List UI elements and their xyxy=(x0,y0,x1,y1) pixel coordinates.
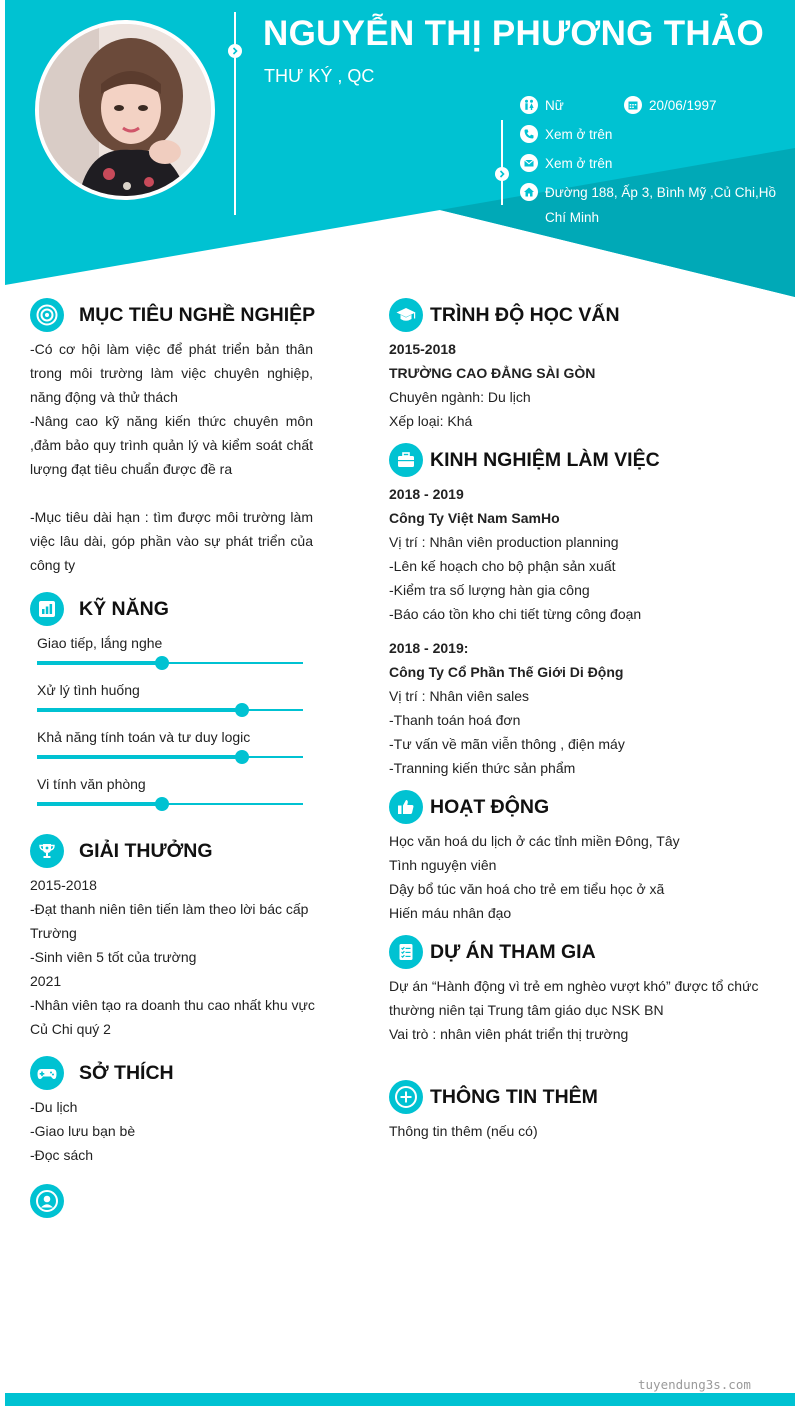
address-line-1: Đường 188, Ấp 3, Bình Mỹ ,Củ Chi,Hồ xyxy=(545,185,776,200)
objective-line: việc lâu dài, góp phần vào sự phát triển của xyxy=(30,533,313,549)
experience-title: KINH NGHIỆM LÀM VIỆC xyxy=(430,448,660,471)
section-education xyxy=(389,298,620,332)
divider-line xyxy=(234,12,236,215)
job-line: -Báo cáo tồn kho chi tiết từng công đoạn xyxy=(389,606,642,622)
skill-item xyxy=(37,635,303,655)
skill-item xyxy=(37,776,303,796)
section-experience xyxy=(389,443,660,477)
project-line: Dự án “Hành động vì trẻ em nghèo vượt khó” được tổ chức xyxy=(389,978,759,994)
section-awards xyxy=(30,834,213,868)
info-email xyxy=(520,154,612,176)
bar-chart-icon xyxy=(30,592,64,626)
candidate-name: NGUYỄN THỊ PHƯƠNG THẢO xyxy=(263,14,765,53)
education-title: TRÌNH ĐỘ HỌC VẤN xyxy=(430,303,620,326)
chevron-right-icon xyxy=(495,167,509,181)
hobby-line: -Du lịch xyxy=(30,1099,78,1115)
job-line: -Kiểm tra số lượng hàn gia công xyxy=(389,582,590,598)
section-more-info xyxy=(389,1080,598,1114)
objective-title: MỤC TIÊU NGHỀ NGHIỆP xyxy=(79,303,316,326)
activity-line: Hiến máu nhân đạo xyxy=(389,905,512,921)
skill-bar-fill xyxy=(37,755,242,759)
job-period: 2018 - 2019 xyxy=(389,486,464,502)
gamepad-icon xyxy=(30,1056,64,1090)
education-grade: Xếp loại: Khá xyxy=(389,413,473,429)
award-line: Củ Chi quý 2 xyxy=(30,1021,111,1037)
skill-level-handle xyxy=(235,703,249,717)
skills-title: KỸ NĂNG xyxy=(79,597,169,620)
hobby-line: -Đọc sách xyxy=(30,1147,94,1163)
skill-bar-fill xyxy=(37,802,162,806)
award-line: -Đạt thanh niên tiên tiến làm theo lời bác cấp xyxy=(30,901,309,917)
objective-line: -Nâng cao kỹ năng kiến thức chuyên môn xyxy=(30,413,313,429)
phone-icon xyxy=(520,125,538,143)
objective-line: lượng đạt tiêu chuẩn được đề ra xyxy=(30,461,233,477)
skill-label: Vi tính văn phòng xyxy=(37,776,146,792)
project-line: thường niên tại Trung tâm giáo dục NSK BN xyxy=(389,1002,664,1018)
objective-text xyxy=(30,337,313,577)
education-text xyxy=(389,337,769,433)
skill-level-handle xyxy=(235,750,249,764)
activity-line: Tình nguyện viên xyxy=(389,857,497,873)
email-icon xyxy=(520,154,538,172)
graduation-cap-icon xyxy=(389,298,423,332)
education-period: 2015-2018 xyxy=(389,341,456,357)
thumbs-up-icon xyxy=(389,790,423,824)
award-line: Trường xyxy=(30,925,77,941)
project-line: Vai trò : nhân viên phát triển thị trường xyxy=(389,1026,629,1042)
section-hobbies xyxy=(30,1056,174,1090)
more-info-title: THÔNG TIN THÊM xyxy=(430,1085,598,1108)
projects-text xyxy=(389,974,774,1046)
objective-line: ,đảm bảo quy trình quản lý và kiểm soát chất xyxy=(30,437,313,453)
section-objective xyxy=(30,298,315,332)
gender-icon xyxy=(520,96,538,114)
job-line: -Lên kế hoạch cho bộ phận sản xuất xyxy=(389,558,616,574)
job-company: Công Ty Việt Nam SamHo xyxy=(389,510,560,526)
info-divider-line xyxy=(501,120,503,205)
skill-level-handle xyxy=(155,797,169,811)
objective-line: -Có cơ hội làm việc để phát triển bản thân xyxy=(30,341,313,357)
skill-label: Xử lý tình huống xyxy=(37,682,140,698)
user-icon xyxy=(30,1184,64,1218)
skill-item xyxy=(37,729,303,749)
activities-text xyxy=(389,829,769,925)
profile-photo xyxy=(39,24,211,196)
skill-bar-fill xyxy=(37,708,242,712)
address-value xyxy=(545,180,776,230)
skill-level-handle xyxy=(155,656,169,670)
info-address xyxy=(520,183,776,230)
experience-job xyxy=(389,482,769,626)
section-extra xyxy=(30,1184,64,1218)
objective-line: công ty xyxy=(30,557,76,573)
education-major: Chuyên ngành: Du lịch xyxy=(389,389,531,405)
more-info-text xyxy=(389,1119,769,1143)
footer-bar xyxy=(5,1393,795,1406)
award-line: 2021 xyxy=(30,973,62,989)
activity-line: Dậy bổ túc văn hoá cho trẻ em tiểu học ở xã xyxy=(389,881,665,897)
info-birthday xyxy=(624,96,717,118)
job-period: 2018 - 2019: xyxy=(389,640,469,656)
experience-job xyxy=(389,636,769,780)
section-skills xyxy=(30,592,169,626)
info-phone xyxy=(520,125,612,147)
skill-label: Giao tiếp, lắng nghe xyxy=(37,635,163,651)
birthday-value: 20/06/1997 xyxy=(649,98,717,113)
job-company: Công Ty Cổ Phần Thế Giới Di Động xyxy=(389,664,624,680)
projects-title: DỰ ÁN THAM GIA xyxy=(430,940,596,963)
objective-line: -Mục tiêu dài hạn : tìm được môi trường làm xyxy=(30,509,313,525)
plus-icon xyxy=(389,1080,423,1114)
education-school: TRƯỜNG CAO ĐẲNG SÀI GÒN xyxy=(389,365,596,381)
objective-line xyxy=(30,481,313,505)
job-line: -Tranning kiến thức sản phẩm xyxy=(389,760,576,776)
job-line: -Thanh toán hoá đơn xyxy=(389,712,521,728)
skill-label: Khả năng tính toán và tư duy logic xyxy=(37,729,251,745)
watermark: tuyendung3s.com xyxy=(638,1377,751,1392)
phone-value: Xem ở trên xyxy=(545,127,613,142)
candidate-title: THƯ KÝ , QC xyxy=(264,66,375,86)
objective-line: trong môi trường làm việc chuyên nghiệp, xyxy=(30,365,313,381)
hobbies-text xyxy=(30,1095,310,1167)
avatar xyxy=(35,20,215,200)
calendar-icon xyxy=(624,96,642,114)
target-icon xyxy=(30,298,64,332)
info-gender xyxy=(520,96,564,118)
section-projects xyxy=(389,935,596,969)
email-value: Xem ở trên xyxy=(545,156,613,171)
section-activities xyxy=(389,790,549,824)
job-line: -Tư vấn về mãn viễn thông , điện máy xyxy=(389,736,625,752)
award-line: -Nhân viên tạo ra doanh thu cao nhất khu vực xyxy=(30,997,315,1013)
hobbies-title: SỞ THÍCH xyxy=(79,1061,174,1084)
award-line: -Sinh viên 5 tốt của trường xyxy=(30,949,197,965)
award-line: 2015-2018 xyxy=(30,877,97,893)
gender-value: Nữ xyxy=(545,98,564,113)
checklist-icon xyxy=(389,935,423,969)
awards-title: GIẢI THƯỞNG xyxy=(79,839,213,862)
activity-line: Học văn hoá du lịch ở các tỉnh miền Đông, Tây xyxy=(389,833,680,849)
more-info-value: Thông tin thêm (nếu có) xyxy=(389,1123,538,1139)
home-icon xyxy=(520,183,538,201)
job-line: Vị trí : Nhân viên sales xyxy=(389,688,530,704)
objective-line: năng động và thử thách xyxy=(30,389,178,405)
trophy-icon xyxy=(30,834,64,868)
skill-item xyxy=(37,682,303,702)
hobby-line: -Giao lưu bạn bè xyxy=(30,1123,136,1139)
activities-title: HOẠT ĐỘNG xyxy=(430,795,550,818)
awards-text xyxy=(30,873,320,1041)
chevron-right-icon xyxy=(228,44,242,58)
briefcase-icon xyxy=(389,443,423,477)
job-line: Vị trí : Nhân viên production planning xyxy=(389,534,619,550)
address-line-2: Chí Minh xyxy=(545,210,600,225)
skill-bar-fill xyxy=(37,661,162,665)
